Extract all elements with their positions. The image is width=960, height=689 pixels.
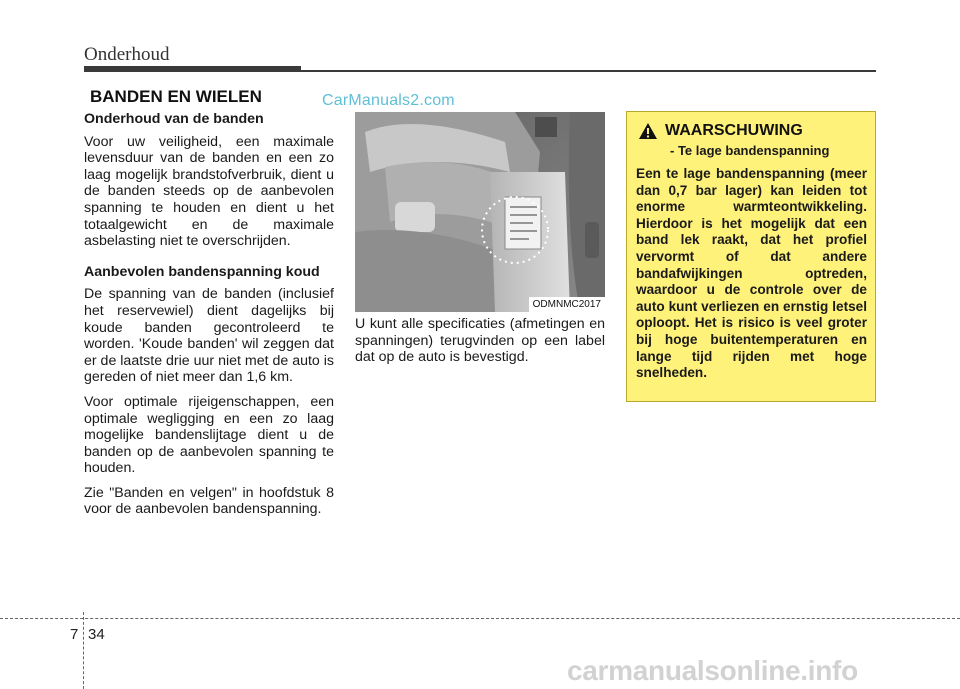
- column-left: [84, 111, 334, 526]
- paragraph-specifications-label: U kunt alle specificaties (afmetingen en spanningen) terugvinden op een label dat op de auto is bevestigd.: [355, 316, 605, 366]
- watermark-bottom: carmanualsonline.info: [567, 655, 858, 686]
- heading-tire-maintenance: Onderhoud van de banden: [84, 111, 264, 127]
- warning-box: [626, 111, 876, 402]
- footer-chapter-number: 7: [70, 626, 79, 643]
- door-pillar-illustration: [355, 112, 605, 312]
- footer-rule-horizontal: [0, 618, 960, 619]
- warning-header: [636, 122, 867, 140]
- section-title: BANDEN EN WIELEN: [90, 87, 262, 106]
- door-pillar-tire-label-photo: [355, 112, 605, 312]
- warning-title: WAARSCHUWING: [665, 122, 803, 139]
- warning-text: Een te lage bandenspanning (meer dan 0,7 bar lager) kan leiden tot enorme warmteontwikkeling. Hierdoor is het mogelijk dat een band lek raakt, dat het profiel vervormt of dat andere bandafwijkingen optreden, waardoor u de controle over de auto kunt verliezen en ernstig letsel oploopt. Het is risico is veel groter bij hoge buitentemperaturen en lange tijd rijden met hoge snelheden.: [636, 166, 867, 381]
- paragraph-optimal-handling: Voor optimale rijeigenschappen, een optimale wegligging en een zo laag mogelijke bandenslijtage dient u de banden op de aanbevolen spanning te houden.: [84, 393, 334, 477]
- paragraph-tire-maintenance: Voor uw veiligheid, een maximale levensduur van de banden en een zo laag mogelijk brandstofverbruik, dient u de banden steeds op de aanbevolen spanning te houden en dient u het totaalgewicht en de maximale asbelasting niet te overschrijden.: [84, 133, 334, 250]
- watermark-top: CarManuals2.com: [322, 92, 455, 109]
- footer-page-number: 34: [88, 626, 105, 643]
- warning-subtitle: - Te lage bandenspanning: [670, 143, 830, 158]
- header-rule-thin: [301, 70, 876, 72]
- paragraph-cold-pressure: De spanning van de banden (inclusief het reservewiel) dient dagelijks bij koude banden gecontroleerd te worden. 'Koude banden' wil zeggen dat er de laatste drie uur niet met de auto is gereden of niet meer dan 1,6 km.: [84, 286, 334, 386]
- page-header-title: Onderhoud: [84, 44, 170, 65]
- warning-triangle-icon: [638, 122, 658, 140]
- heading-cold-pressure: Aanbevolen bandenspanning koud: [84, 263, 320, 280]
- paragraph-see-chapter: Zie "Banden en velgen" in hoofdstuk 8 voor de aanbevolen bandenspanning.: [84, 484, 334, 518]
- figure-caption: ODMNMC2017: [529, 297, 605, 312]
- header-rule-thick: [84, 66, 301, 72]
- footer-rule-vertical: [83, 612, 84, 689]
